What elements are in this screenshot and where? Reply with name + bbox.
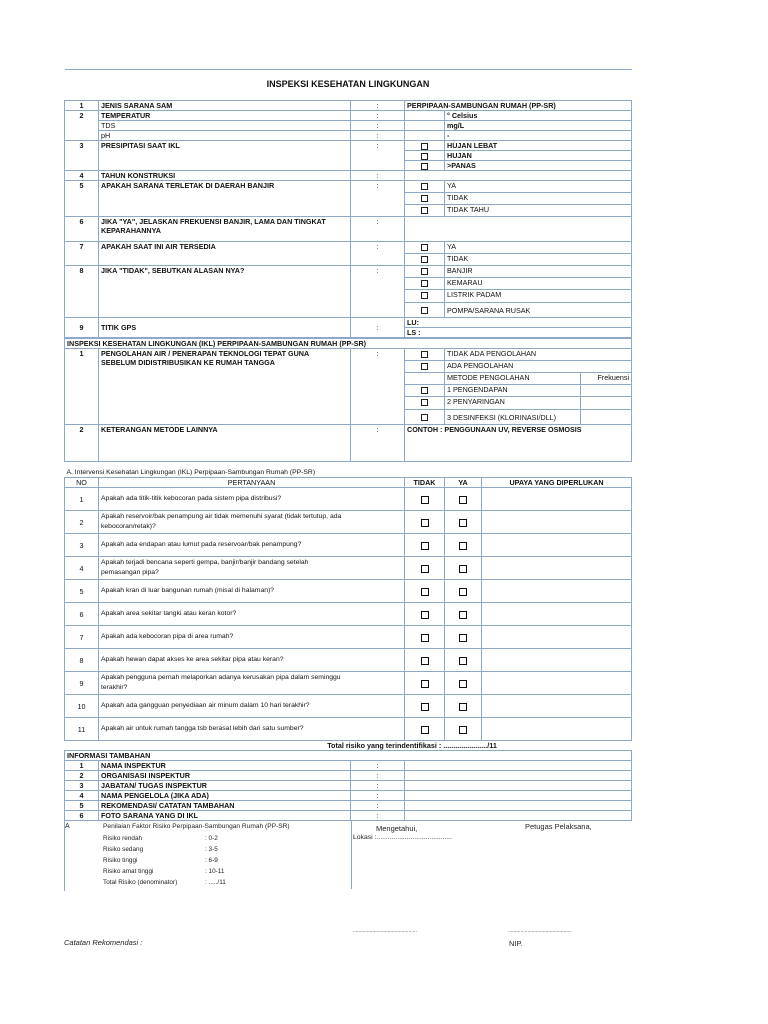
tidak-checkbox[interactable]	[405, 511, 445, 534]
petugas-label: Petugas Pelaksana,	[525, 822, 592, 831]
row-label-line1: PENGOLAHAN AIR / PENERAPAN TEKNOLOGI TEPAT GUNA	[101, 349, 310, 358]
checkbox-icon[interactable]	[421, 256, 428, 263]
row-label	[99, 217, 351, 242]
checkbox-icon[interactable]	[421, 280, 428, 287]
checkbox-icon[interactable]	[421, 163, 428, 170]
tds-input[interactable]	[405, 121, 445, 131]
option-label: TIDAK	[445, 254, 632, 266]
frekuensi-input[interactable]	[581, 397, 632, 410]
upaya-input[interactable]	[482, 488, 632, 511]
row-no: 9	[65, 318, 99, 338]
section-heading: INSPEKSI KESEHATAN LINGKUNGAN (IKL) PERPIPAAN-SAMBUNGAN RUMAH (PP-SR)	[65, 339, 632, 349]
upaya-input[interactable]	[482, 534, 632, 557]
upaya-input[interactable]	[482, 626, 632, 649]
question-no: 11	[65, 718, 99, 741]
checkbox[interactable]	[405, 242, 445, 254]
signature-line-right: ..............................................	[508, 928, 572, 934]
tidak-checkbox[interactable]	[405, 580, 445, 603]
form-title: INSPEKSI KESEHATAN LINGKUNGAN	[65, 70, 632, 99]
upaya-input[interactable]	[482, 718, 632, 741]
gps-ls-field[interactable]: LS :	[405, 328, 632, 338]
checkbox[interactable]	[405, 303, 445, 318]
colon: :	[351, 141, 405, 171]
checkbox-icon[interactable]	[421, 387, 428, 394]
catatan-label: Catatan Rekomendasi :	[64, 938, 143, 947]
option-label: TIDAK	[445, 193, 632, 205]
checkbox-icon[interactable]	[421, 244, 428, 251]
table-caption: A. Intervensi Kesehatan Lingkungan (IKL) Perpipaan-Sambungan Rumah (PP-SR)	[65, 468, 632, 478]
question-line1: Apakah terjadi bencana seperti gempa, banjir/banjir bandang setelah	[101, 559, 309, 566]
score-label: Risiko sedang	[103, 846, 144, 853]
ya-checkbox[interactable]	[445, 557, 482, 580]
checkbox-icon[interactable]	[421, 542, 429, 550]
row-label: TEMPERATUR	[99, 111, 351, 121]
ph-input[interactable]	[405, 131, 445, 141]
option-label: POMPA/SARANA RUSAK	[445, 303, 632, 318]
tidak-checkbox[interactable]	[405, 718, 445, 741]
option-label: YA	[445, 242, 632, 254]
additional-info-table	[64, 750, 632, 821]
checkbox-icon[interactable]	[459, 565, 467, 573]
total-risk-line: Total risiko yang terindentifikasi : ....................../11	[327, 741, 497, 750]
upaya-input[interactable]	[482, 649, 632, 672]
option-label: BANJIR	[445, 266, 632, 278]
question-line1: Apakah area sekitar tangki atau keran kotor?	[101, 610, 237, 617]
info-input[interactable]	[405, 811, 632, 821]
colon: :	[351, 266, 405, 318]
checkbox-icon[interactable]	[421, 703, 429, 711]
question-text	[99, 626, 405, 649]
info-input[interactable]	[405, 781, 632, 791]
info-row	[65, 761, 632, 771]
score-range: : ...../11	[205, 879, 226, 886]
info-row	[65, 791, 632, 801]
question-row	[65, 718, 632, 741]
row-label: ORGANISASI INSPEKTUR	[99, 771, 351, 781]
inspection-form	[64, 69, 631, 891]
unit-ph: -	[445, 131, 632, 141]
row-label-line1: JIKA "YA", JELASKAN FREKUENSI BANJIR, LAMA DAN TINGKAT	[101, 217, 326, 226]
score-label: Risiko rendah	[103, 835, 143, 842]
checkbox-icon[interactable]	[421, 195, 428, 202]
tidak-checkbox[interactable]	[405, 695, 445, 718]
upaya-input[interactable]	[482, 557, 632, 580]
question-line1: Apakah ada kebocoran pipa di area rumah?	[101, 633, 234, 640]
info-row	[65, 781, 632, 791]
question-no: 6	[65, 603, 99, 626]
score-range: : 10-11	[205, 868, 225, 875]
row-label: NAMA INSPEKTUR	[99, 761, 351, 771]
question-text	[99, 672, 405, 695]
question-line1: Apakah hewan dapat akses ke area sekitar pipa atau keran?	[101, 656, 284, 663]
checkbox-icon[interactable]	[421, 363, 428, 370]
row-label: JABATAN/ TUGAS INSPEKTUR	[99, 781, 351, 791]
row-no: 2	[65, 111, 99, 121]
colon: :	[351, 771, 405, 781]
score-label: Risiko tinggi	[103, 857, 138, 864]
question-row	[65, 649, 632, 672]
colon: :	[351, 349, 405, 425]
row-label: pH	[99, 131, 351, 141]
colon: :	[351, 131, 405, 141]
row-label: JENIS SARANA SAM	[99, 101, 351, 111]
checkbox-icon[interactable]	[459, 588, 467, 596]
checkbox-icon[interactable]	[421, 207, 428, 214]
checkbox-icon[interactable]	[421, 496, 429, 504]
question-rows	[65, 488, 632, 741]
question-line1: Apakah kran di luar bangunan rumah (misal di halaman)?	[101, 587, 275, 594]
checkbox-icon[interactable]	[421, 657, 429, 665]
checkbox[interactable]	[405, 266, 445, 278]
unit-celsius: ° Celsius	[445, 111, 632, 121]
option-label: LISTRIK PADAM	[445, 290, 632, 303]
checkbox-icon[interactable]	[421, 588, 429, 596]
question-row	[65, 511, 632, 534]
question-no: 4	[65, 557, 99, 580]
question-line2: pemasangan pipa?	[101, 569, 159, 576]
tidak-checkbox[interactable]	[405, 649, 445, 672]
row-no: 1	[65, 101, 99, 111]
method-label: 1 PENGENDAPAN	[445, 385, 581, 397]
checkbox[interactable]	[405, 254, 445, 266]
question-line2: terakhir?	[101, 684, 128, 691]
checkbox[interactable]	[405, 181, 445, 193]
checkbox-icon[interactable]	[421, 519, 429, 527]
question-row	[65, 603, 632, 626]
info-row	[65, 811, 632, 821]
question-no: 2	[65, 511, 99, 534]
metode-lainnya-field[interactable]: CONTOH : PENGGUNAAN UV, REVERSE OSMOSIS	[405, 425, 632, 462]
checkbox-icon[interactable]	[421, 153, 428, 160]
colon: :	[351, 181, 405, 217]
tidak-checkbox[interactable]	[405, 626, 445, 649]
info-rows	[65, 761, 632, 821]
info-input[interactable]	[405, 771, 632, 781]
checkbox-icon[interactable]	[421, 611, 429, 619]
question-line1: Apakah pengguna pernah melaporkan adanya kerusakan pipa dalam seminggu	[101, 674, 341, 681]
row-label: TAHUN KONSTRUKSI	[99, 171, 351, 181]
upaya-input[interactable]	[482, 511, 632, 534]
row-no: 5	[65, 181, 99, 217]
row-label-line2: SEBELUM DIDISTRIBUSIKAN KE RUMAH TANGGA	[101, 358, 275, 367]
question-text	[99, 603, 405, 626]
question-text	[99, 580, 405, 603]
header-pertanyaan: PERTANYAAN	[99, 478, 405, 488]
info-input[interactable]	[405, 801, 632, 811]
row-no: 5	[65, 801, 99, 811]
colon: :	[351, 171, 405, 181]
colon: :	[351, 781, 405, 791]
risk-heading: Penilaian Faktor Risiko Perpipaan-Sambungan Rumah (PP-SR)	[103, 823, 290, 830]
ya-checkbox[interactable]	[445, 534, 482, 557]
ya-checkbox[interactable]	[445, 649, 482, 672]
ya-checkbox[interactable]	[445, 672, 482, 695]
signature-line-left: ..............................................	[353, 928, 417, 934]
gps-lu-field[interactable]: LU:	[405, 318, 632, 328]
row-no: 4	[65, 791, 99, 801]
question-text	[99, 534, 405, 557]
checkbox-icon[interactable]	[421, 565, 429, 573]
ya-checkbox[interactable]	[445, 718, 482, 741]
row-no: 2	[65, 425, 99, 462]
score-range: : 3-5	[205, 846, 218, 853]
question-line2: kebocoran/retak)?	[101, 523, 156, 530]
intervention-table	[64, 468, 632, 750]
header-upaya: UPAYA YANG DIPERLUKAN	[482, 478, 632, 488]
upaya-input[interactable]	[482, 580, 632, 603]
ya-checkbox[interactable]	[445, 626, 482, 649]
colon: :	[351, 318, 405, 338]
checkbox-icon[interactable]	[421, 143, 428, 150]
checkbox-icon[interactable]	[421, 307, 428, 314]
checkbox[interactable]	[405, 349, 445, 361]
question-text	[99, 649, 405, 672]
row-no: 2	[65, 771, 99, 781]
row-label: NAMA PENGELOLA (JIKA ADA)	[99, 791, 351, 801]
row-label	[99, 349, 351, 425]
colon: :	[351, 791, 405, 801]
metode-header: METODE PENGOLAHAN	[445, 373, 581, 385]
row-label: PRESIPITASI SAAT IKL	[99, 141, 351, 171]
checkbox[interactable]	[405, 205, 445, 217]
question-text	[99, 511, 405, 534]
colon: :	[351, 111, 405, 121]
checkbox[interactable]	[405, 278, 445, 290]
question-row	[65, 626, 632, 649]
row-label: FOTO SARANA YANG DI IKL	[99, 811, 351, 821]
row-label: APAKAH SARANA TERLETAK DI DAERAH BANJIR	[99, 181, 351, 217]
question-no: 10	[65, 695, 99, 718]
question-no: 9	[65, 672, 99, 695]
colon: :	[351, 761, 405, 771]
checkbox-icon[interactable]	[421, 726, 429, 734]
header-no: NO	[65, 478, 99, 488]
score-label: Total Risiko (denominator)	[103, 879, 178, 886]
ikl-treatment-table	[64, 338, 632, 462]
row-label: APAKAH SAAT INI AIR TERSEDIA	[99, 242, 351, 266]
row-no: 3	[65, 141, 99, 171]
question-row	[65, 557, 632, 580]
temperature-input[interactable]	[405, 111, 445, 121]
row-label-line2: KEPARAHANNYA	[101, 226, 161, 235]
general-info-table	[64, 69, 632, 338]
question-row	[65, 488, 632, 511]
checkbox-icon[interactable]	[459, 542, 467, 550]
value-jenis-sarana[interactable]: PERPIPAAN-SAMBUNGAN RUMAH (PP-SR)	[405, 101, 632, 111]
checkbox-icon[interactable]	[459, 703, 467, 711]
question-line1: Apakah air untuk rumah tangga tsb berasal lebih dari satu sumber?	[101, 725, 304, 732]
score-range: : 0-2	[205, 835, 218, 842]
question-line1: Apakah ada gangguan penyediaan air minum dalam 10 hari terakhir?	[101, 702, 310, 709]
question-no: 8	[65, 649, 99, 672]
tidak-checkbox[interactable]	[405, 672, 445, 695]
option-label: KEMARAU	[445, 278, 632, 290]
method-label: 2 PENYARINGAN	[445, 397, 581, 410]
colon: :	[351, 217, 405, 242]
checkbox-icon[interactable]	[421, 399, 428, 406]
method-label: 3 DESINFEKSI (KLORINASI/DLL)	[445, 410, 581, 425]
checkbox[interactable]	[405, 361, 445, 373]
question-line1: Apakah ada endapan atau lumut pada reservoar/bak penampung?	[101, 541, 302, 548]
ya-checkbox[interactable]	[445, 580, 482, 603]
row-no: 6	[65, 811, 99, 821]
colon: :	[351, 811, 405, 821]
question-text	[99, 488, 405, 511]
checkbox-icon[interactable]	[459, 657, 467, 665]
row-no: 8	[65, 266, 99, 318]
header-ya: YA	[445, 478, 482, 488]
row-no: 3	[65, 781, 99, 791]
checkbox-icon[interactable]	[421, 634, 429, 642]
tidak-checkbox[interactable]	[405, 488, 445, 511]
question-row	[65, 695, 632, 718]
risk-assessment-block	[64, 821, 631, 891]
tidak-checkbox[interactable]	[405, 603, 445, 626]
info-row	[65, 771, 632, 781]
question-text	[99, 695, 405, 718]
info-input[interactable]	[405, 761, 632, 771]
question-row	[65, 672, 632, 695]
upaya-input[interactable]	[482, 672, 632, 695]
row-label: REKOMENDASI/ CATATAN TAMBAHAN	[99, 801, 351, 811]
unit-mgl: mg/L	[445, 121, 632, 131]
question-row	[65, 534, 632, 557]
row-label: TDS	[99, 121, 351, 131]
checkbox[interactable]	[405, 397, 445, 410]
option-label: TIDAK TAHU	[445, 205, 632, 217]
checkbox-icon[interactable]	[459, 726, 467, 734]
question-row	[65, 580, 632, 603]
section-heading: INFORMASI TAMBAHAN	[65, 751, 632, 761]
option-label: HUJAN	[445, 151, 632, 161]
tidak-checkbox[interactable]	[405, 534, 445, 557]
checkbox-icon[interactable]	[421, 183, 428, 190]
checkbox[interactable]	[405, 290, 445, 303]
colon: :	[351, 121, 405, 131]
question-no: 7	[65, 626, 99, 649]
upaya-input[interactable]	[482, 603, 632, 626]
question-text	[99, 557, 405, 580]
score-range: : 6-9	[205, 857, 218, 864]
frekuensi-input[interactable]	[581, 385, 632, 397]
colon: :	[351, 425, 405, 462]
row-label: KETERANGAN METODE LAINNYA	[99, 425, 351, 462]
mengetahui-label: Mengetahui,	[376, 824, 418, 833]
checkbox-icon[interactable]	[421, 680, 429, 688]
question-no: 5	[65, 580, 99, 603]
question-no: 1	[65, 488, 99, 511]
row-no: 1	[65, 349, 99, 425]
frekuensi-input[interactable]	[581, 410, 632, 425]
info-input[interactable]	[405, 791, 632, 801]
checkbox-icon[interactable]	[459, 634, 467, 642]
checkbox-icon[interactable]	[421, 292, 428, 299]
colon: :	[351, 242, 405, 266]
header-tidak: TIDAK	[405, 478, 445, 488]
checkbox-icon[interactable]	[421, 351, 428, 358]
checkbox-icon[interactable]	[459, 680, 467, 688]
row-label: JIKA "TIDAK", SEBUTKAN ALASAN NYA?	[99, 266, 351, 318]
ya-checkbox[interactable]	[445, 488, 482, 511]
option-label: HUJAN LEBAT	[445, 141, 632, 151]
upaya-input[interactable]	[482, 695, 632, 718]
checkbox-icon[interactable]	[459, 611, 467, 619]
row-no: 1	[65, 761, 99, 771]
option-label: YA	[445, 181, 632, 193]
question-no: 3	[65, 534, 99, 557]
checkbox-icon[interactable]	[421, 414, 428, 421]
row-no: 4	[65, 171, 99, 181]
colon: :	[351, 801, 405, 811]
checkbox-icon[interactable]	[421, 268, 428, 275]
lokasi-field[interactable]: Lokasi :........................................	[353, 834, 452, 841]
ya-checkbox[interactable]	[445, 695, 482, 718]
tidak-checkbox[interactable]	[405, 557, 445, 580]
nip-label: NIP.	[509, 939, 523, 948]
checkbox[interactable]	[405, 193, 445, 205]
frekuensi-header: Frekuensi	[581, 373, 632, 385]
checkbox[interactable]	[405, 151, 445, 161]
question-line1: Apakah reservoir/bak penampung air tidak memenuhi syarat (tidak tertutup, ada	[101, 513, 342, 520]
colon: :	[351, 101, 405, 111]
row-no: 7	[65, 242, 99, 266]
option-label: ADA PENGOLAHAN	[445, 361, 632, 373]
checkbox[interactable]	[405, 385, 445, 397]
option-label: >PANAS	[445, 161, 632, 171]
score-label: Risiko amat tinggi	[103, 868, 154, 875]
checkbox-icon[interactable]	[459, 519, 467, 527]
checkbox[interactable]	[405, 410, 445, 425]
question-text	[99, 718, 405, 741]
frekuensi-banjir-input[interactable]	[405, 217, 632, 242]
checkbox[interactable]	[405, 161, 445, 171]
section-letter: A	[65, 823, 70, 830]
row-label: TITIK GPS	[99, 318, 351, 338]
option-label: TIDAK ADA PENGOLAHAN	[445, 349, 632, 361]
tahun-konstruksi-input[interactable]	[405, 171, 632, 181]
ya-checkbox[interactable]	[445, 603, 482, 626]
question-line1: Apakah ada titik-titik kebocoran pada sistem pipa distribusi?	[101, 495, 282, 502]
ya-checkbox[interactable]	[445, 511, 482, 534]
checkbox-icon[interactable]	[459, 496, 467, 504]
checkbox[interactable]	[405, 141, 445, 151]
row-no: 6	[65, 217, 99, 242]
info-row	[65, 801, 632, 811]
